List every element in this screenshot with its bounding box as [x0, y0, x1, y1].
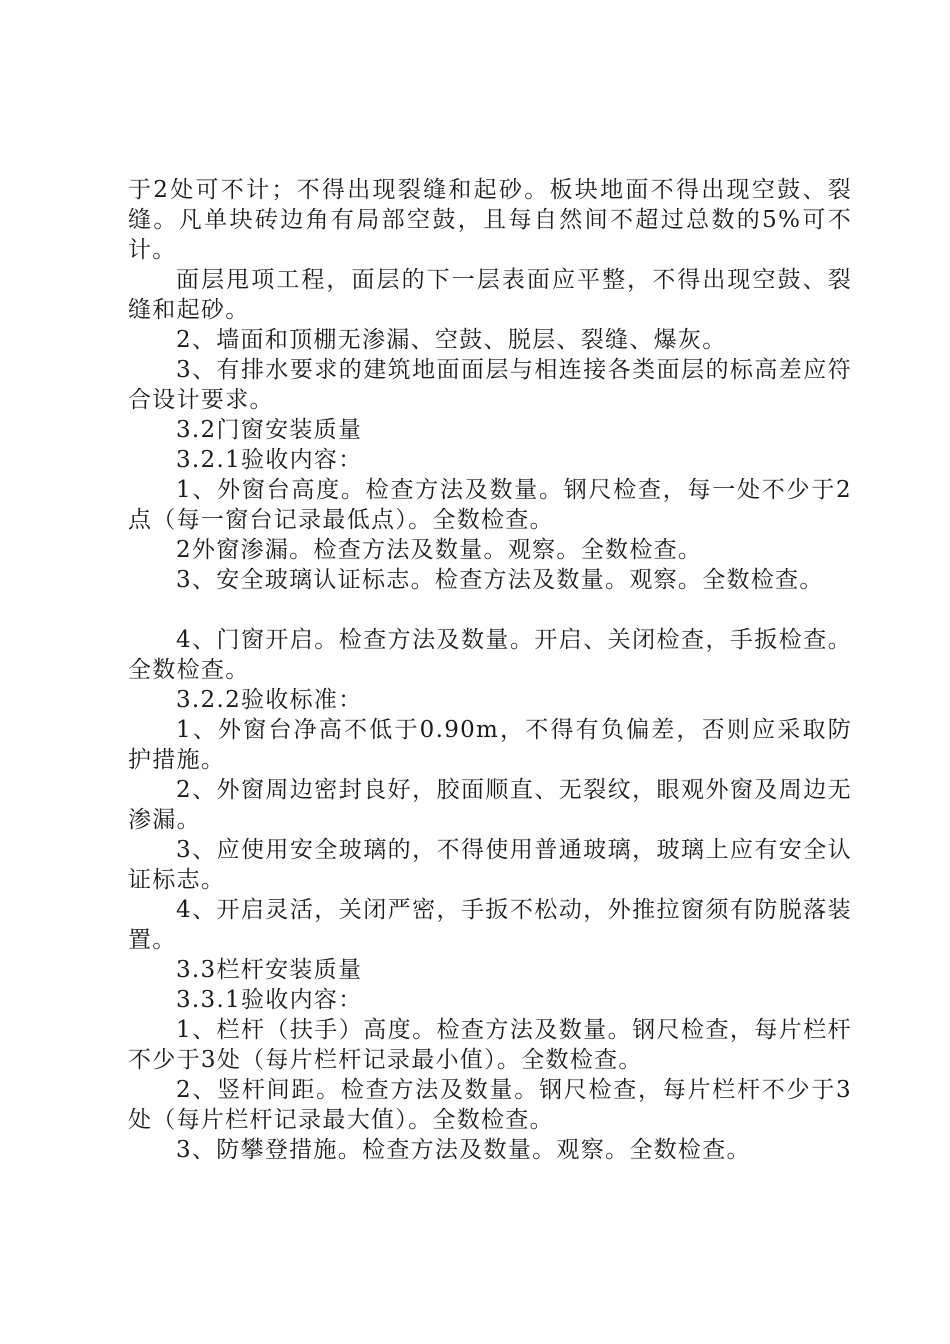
paragraph-window-opening: 4、门窗开启。检查方法及数量。开启、关闭检查，手扳检查。全数检查。 [128, 627, 852, 683]
paragraph-anti-climb: 3、防攀登措施。检查方法及数量。观察。全数检查。 [176, 1137, 751, 1163]
paragraph-window-leakage: 2外窗渗漏。检查方法及数量。观察。全数检查。 [176, 537, 703, 563]
paragraph-surface-layer: 面层甩项工程，面层的下一层表面应平整，不得出现空鼓、裂缝和起砂。 [128, 267, 852, 323]
blank-line [128, 595, 852, 625]
paragraph-safety-glass-use: 3、应使用安全玻璃的，不得使用普通玻璃，玻璃上应有安全认证标志。 [128, 837, 852, 893]
subsection-heading-3-3-1: 3.3.1验收内容： [176, 987, 363, 1013]
subsection-heading-3-2-1: 3.2.1验收内容： [176, 447, 363, 473]
document-body [128, 175, 852, 1165]
section-heading-3-3: 3.3栏杆安装质量 [176, 957, 363, 983]
section-heading-3-2: 3.2门窗安装质量 [176, 417, 363, 443]
paragraph-baluster-spacing: 2、竖杆间距。检查方法及数量。钢尺检查，每片栏杆不少于3处（每片栏杆记录最大值）。全数检查。 [128, 1077, 852, 1133]
subsection-heading-3-2-2: 3.2.2验收标准： [176, 687, 363, 713]
paragraph-opening-flexibility: 4、开启灵活，关闭严密，手扳不松动，外推拉窗须有防脱落装置。 [128, 897, 852, 953]
paragraph-window-sill-height: 1、外窗台高度。检查方法及数量。钢尺检查，每一处不少于2点（每一窗台记录最低点）。全数检查。 [128, 477, 852, 533]
paragraph-railing-height: 1、栏杆（扶手）高度。检查方法及数量。钢尺检查，每片栏杆不少于3处（每片栏杆记录最小值）。全数检查。 [128, 1017, 852, 1073]
paragraph-safety-glass-mark: 3、安全玻璃认证标志。检查方法及数量。观察。全数检查。 [176, 567, 824, 593]
paragraph-sill-clearance: 1、外窗台净高不低于0.90m，不得有负偏差，否则应采取防护措施。 [128, 717, 852, 773]
paragraph-floor-cracks: 于2处可不计；不得出现裂缝和起砂。板块地面不得出现空鼓、裂缝。凡单块砖边角有局部空鼓，且每自然间不超过总数的5%可不计。 [128, 177, 852, 263]
paragraph-wall-ceiling: 2、墙面和顶棚无渗漏、空鼓、脱层、裂缝、爆灰。 [176, 327, 727, 353]
paragraph-window-sealing: 2、外窗周边密封良好，胶面顺直、无裂纹，眼观外窗及周边无渗漏。 [128, 777, 852, 833]
paragraph-drainage-elevation: 3、有排水要求的建筑地面面层与相连接各类面层的标高差应符合设计要求。 [128, 357, 852, 413]
